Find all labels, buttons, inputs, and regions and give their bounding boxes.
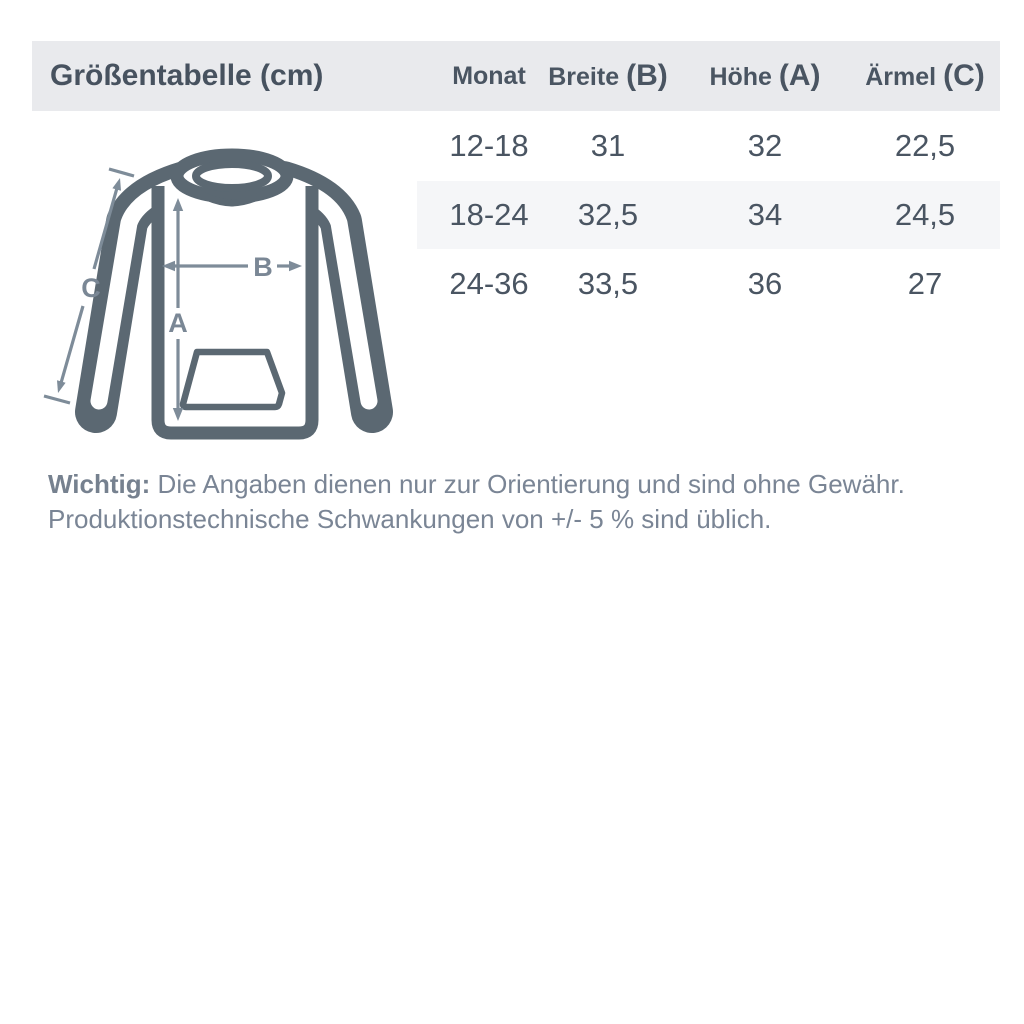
- col-key-a: (A): [778, 59, 821, 92]
- table-cell: 24-36: [449, 266, 529, 301]
- col-header-breite: Breite (B): [548, 59, 668, 92]
- hoodie-hood: [177, 155, 287, 203]
- disclaimer-text: [48, 467, 978, 537]
- hoodie-diagram: [30, 130, 430, 460]
- dimension-endcap-top: [109, 169, 134, 176]
- table-cell: 34: [747, 197, 783, 232]
- arrowhead-downleft-icon: [57, 380, 66, 393]
- table-cell: 36: [747, 266, 783, 301]
- table-cell: 24,5: [894, 197, 956, 232]
- table-cell: 22,5: [894, 128, 956, 163]
- col-header-monat: Monat: [452, 62, 526, 90]
- table-cell: 33,5: [577, 266, 639, 301]
- hood-inner-ring: [196, 164, 268, 188]
- disclaimer-prefix: Wichtig:: [48, 469, 151, 499]
- table-cell: 12-18: [449, 128, 529, 163]
- label-c: C: [81, 273, 101, 303]
- table-cell: 32: [747, 128, 783, 163]
- disclaimer-line1: Wichtig: Die Angaben dienen nur zur Orientierung und sind ohne Gewähr.: [48, 469, 905, 499]
- label-b: B: [253, 252, 273, 282]
- table-cell: 31: [590, 128, 626, 163]
- disclaimer-line2: Produktionstechnische Schwankungen von +/- 5 % sind üblich.: [48, 504, 772, 534]
- col-key-c: (C): [943, 59, 985, 92]
- table-cell: 32,5: [577, 197, 639, 232]
- table-cell: 18-24: [449, 197, 529, 232]
- col-key-b: (B): [626, 59, 668, 92]
- page-title: Größentabelle (cm): [50, 59, 324, 92]
- arrowhead-upright-icon: [112, 178, 121, 191]
- col-header-aermel: Ärmel (C): [865, 59, 985, 92]
- table-cell: 27: [907, 266, 943, 301]
- col-header-hoehe: Höhe (A): [709, 59, 821, 92]
- dimension-endcap-bottom: [44, 396, 70, 403]
- label-a: A: [168, 308, 188, 338]
- hoodie-pocket: [183, 352, 282, 407]
